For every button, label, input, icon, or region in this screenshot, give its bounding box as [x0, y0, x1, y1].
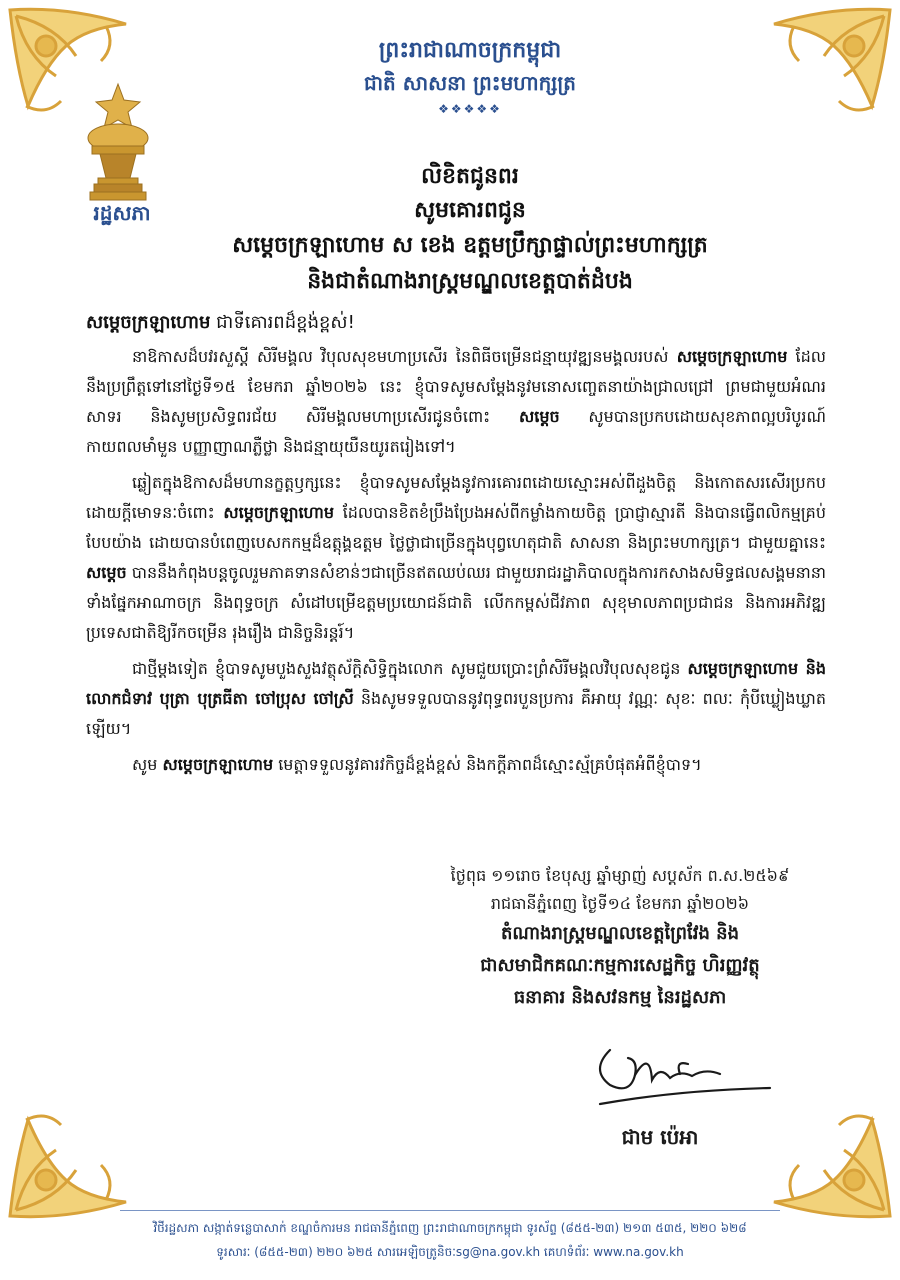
letter-addressee-role: និងជាតំណាងរាស្ត្រមណ្ឌលខេត្តបាត់ដំបង: [307, 269, 633, 294]
motto-nation-religion-king: ជាតិ សាសនា ព្រះមហាក្សត្រ: [364, 71, 576, 95]
paragraph-2: [86, 468, 826, 648]
p4-text-b: មេត្តាទទួលនូវគារវកិច្ចដ៏ខ្ពង់ខ្ពស់ និងកក្តីភាពដ៏ស្មោះស្ម័គ្របំផុតអំពីខ្ញុំបាទ។: [273, 755, 702, 774]
signatory-line-2: ជាសមាជិកគណៈកម្មការសេដ្ឋកិច្ច ហិរញ្ញវត្ថុ: [480, 955, 760, 976]
paragraph-4: [86, 750, 826, 780]
p1-bold-b: សម្តេច: [519, 407, 560, 426]
corner-ornament-bottom-right: [764, 1090, 894, 1220]
signatory-name: ជាម ប៉េអា: [621, 1125, 699, 1149]
lunar-date: ថ្ងៃពុធ ១១រោច ខែបុស្ស ឆ្នាំម្សាញ់ សប្តស័ក ព.ស.២៥៦៩: [450, 866, 790, 885]
national-motto: [300, 34, 640, 116]
letter-addressee-intro: សូមគោរពជូន: [414, 198, 526, 223]
letter-title: លិខិតជូនពរ: [421, 164, 519, 189]
paragraph-3: [86, 654, 826, 744]
footer-contact: [40, 1216, 860, 1264]
p1-text-a: នាឱកាសដ៏បវរសួស្តី សិរីមង្គល វិបុលសុខមហាប្រសើរ នៃពិធីចម្រើនជន្មាយុវឌ្ឍនមង្គលរបស់: [132, 347, 677, 366]
p1-text-b: ដែលនឹងប្រព្រឹត្តទៅនៅថ្ងៃទី១៥ ខែមករា ឆ្នាំ២០២៦ នេះ ខ្ញុំបាទសូមសម្តែងនូវមនោសញ្ចេតនាយ៉ាងជ្រាលជ្រៅ ព្រមជាមួយអំណរសាទរ និងសូមប្រសិទ្ធពរជ័យ សិរីមង្គលមហាប្រសើរជូនចំពោះ: [86, 347, 827, 426]
signatory-line-3: ធនាគារ និងសវនកម្ម នៃរដ្ឋសភា: [513, 987, 727, 1008]
footer-address: វិថីរដ្ឋសភា សង្កាត់ទន្លេបាសាក់ ខណ្ឌចំការមន រាជធានីភ្នំពេញ ព្រះរាជាណាចក្រកម្ពុជា ទូរស័ព្ទ (៨៥៥-២៣) ២១៣ ៥៣៥, ២២០ ៦២៨: [153, 1221, 747, 1235]
p2-bold-b: សម្តេច: [86, 563, 127, 582]
p1-text-c: សូមបានប្រកបដោយសុខភាពល្អបរិបូរណ៍ កាយពលមាំមួន បញ្ញាញាណភ្លឺថ្លា និងជន្មាយុយឺនយូរតរៀងទៅ។: [86, 407, 826, 456]
solar-date: រាជធានីភ្នំពេញ ថ្ងៃទី១៤ ខែមករា ឆ្នាំ២០២៦: [490, 894, 750, 913]
salutation-title: សម្តេចក្រឡាហោម: [86, 312, 211, 333]
motto-kingdom: ព្រះរាជាណាចក្រកម្ពុជា: [378, 38, 562, 63]
handwritten-signature: [580, 1030, 780, 1120]
p2-text-c: បាននឹងកំពុងបន្តចូលរួមភាគទានសំខាន់ៗជាច្រើនឥតឈប់ឈរ ជាមួយរាជរដ្ឋាភិបាលក្នុងការកសាងសមិទ្ធផលសង្គមនានាទាំងផ្នែកអាណាចក្រ និងពុទ្ធចក្រ សំដៅបម្រើឧត្តមប្រយោជន៍ជាតិ លើកកម្ពស់ជីវភាព សុខុមាលភាពប្រជាជន និងការអភិវឌ្ឍប្រទេសជាតិឱ្យរីកចម្រើន រុងរឿង ជានិច្ចនិរន្តរ៍។: [86, 563, 826, 642]
letter-body: [86, 308, 826, 786]
p3-text-b: និងសូមទទួលបាននូវពុទ្ធពរបួនប្រការ គឺអាយុ វណ្ណៈ សុខៈ ពលៈ កុំបីឃ្លៀងឃ្លាតឡើយ។: [86, 689, 827, 738]
corner-ornament-top-right: [764, 6, 894, 136]
p2-text-b: ដែលបានខិតខំប្រឹងប្រែងអស់ពីកម្លាំងកាយចិត្ត ប្រាជ្ញាស្មារតី និងបានធ្វើពលិកម្មគ្រប់បែបយ៉ាង ដោយបានបំពេញបេសកកម្មដ៏ឧត្តុង្គឧត្តម ថ្លៃថ្លាជាច្រើនក្នុងបុព្វហេតុជាតិ សាសនា និងព្រះមហាក្សត្រ។ ជាមួយគ្នានេះ: [86, 503, 826, 552]
p2-text-a: ឆ្លៀតក្នុងឱកាសដ៏មហានក្ខត្តឫក្សនេះ ខ្ញុំបាទសូមសម្តែងនូវការគោរពដោយស្មោះអស់ពីដួងចិត្ត និងកោតសរសើរប្រកបដោយក្តីមោទនៈចំពោះ: [86, 473, 826, 522]
salutation-rest: ជាទីគោរពដ៏ខ្ពង់ខ្ពស់!: [210, 312, 355, 333]
p4-bold-a: សម្តេចក្រឡាហោម: [162, 755, 274, 774]
p3-bold-a: សម្តេចក្រឡាហោម និងលោកជំទាវ បុត្រា បុត្រធីតា ចៅប្រុស ចៅស្រី: [86, 659, 826, 708]
letter-title-block: [120, 160, 820, 300]
p3-text-a: ជាថ្មីម្តងទៀត ខ្ញុំបាទសូមបួងសួងវត្ថុស័ក្តិសិទ្ធិក្នុងលោក សូមជួយប្រោះព្រំសិរីមង្គលវិបុលសុខជូន: [132, 659, 688, 678]
p2-bold-a: សម្តេចក្រឡាហោម: [223, 503, 335, 522]
signatory-line-1: តំណាងរាស្ត្រមណ្ឌលខេត្តព្រៃវែង និង: [500, 923, 740, 944]
signatory-title: [400, 918, 840, 1014]
p4-text-a: សូម: [132, 755, 163, 774]
date-block: [400, 862, 840, 918]
letter-addressee-name: សម្តេចក្រឡាហោម ស ខេង ឧត្តមប្រឹក្សាផ្ទាល់ព្រះមហាក្សត្រ: [232, 233, 708, 258]
paragraph-1: [86, 342, 826, 462]
footer-divider: [120, 1210, 780, 1211]
p1-bold-a: សម្តេចក្រឡាហោម: [676, 347, 788, 366]
corner-ornament-bottom-left: [6, 1090, 136, 1220]
motto-ornament: ❖❖❖❖❖: [438, 102, 502, 116]
emblem-label: រដ្ឋសភា: [93, 201, 151, 225]
salutation: [86, 308, 826, 338]
footer-fax-email-web: ទូរសារៈ (៨៥៥-២៣) ២២០ ៦២៥ សារអេឡិចត្រូនិចៈsg@na.gov.kh គេហទំព័រៈ www.na.gov.kh: [216, 1245, 684, 1259]
